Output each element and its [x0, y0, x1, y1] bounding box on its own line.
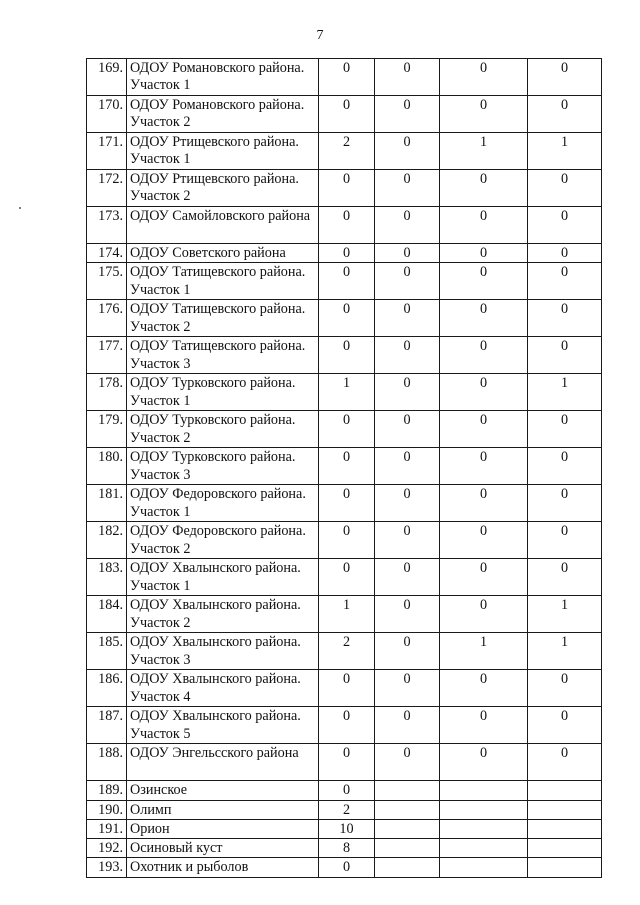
row-number: 191. — [87, 819, 127, 838]
row-name: ОДОУ Хвалынского района. Участок 1 — [127, 559, 319, 596]
row-value-2 — [375, 781, 440, 800]
row-value-2: 0 — [375, 744, 440, 781]
table-row — [87, 858, 602, 877]
row-number: 188. — [87, 744, 127, 781]
row-name: ОДОУ Советского района — [127, 244, 319, 263]
row-value-3: 0 — [440, 411, 528, 448]
data-table — [86, 58, 602, 878]
row-value-4 — [528, 781, 602, 800]
row-value-1: 8 — [319, 839, 375, 858]
row-number: 173. — [87, 207, 127, 244]
row-value-3: 0 — [440, 596, 528, 633]
row-value-2: 0 — [375, 596, 440, 633]
row-number: 176. — [87, 300, 127, 337]
row-number: 187. — [87, 707, 127, 744]
table-row — [87, 374, 602, 411]
row-value-3: 0 — [440, 522, 528, 559]
row-value-2: 0 — [375, 670, 440, 707]
row-number: 184. — [87, 596, 127, 633]
row-value-2: 0 — [375, 96, 440, 133]
row-number: 170. — [87, 96, 127, 133]
row-value-1: 0 — [319, 207, 375, 244]
row-value-2: 0 — [375, 170, 440, 207]
table-row — [87, 707, 602, 744]
row-name: ОДОУ Хвалынского района. Участок 3 — [127, 633, 319, 670]
row-value-3 — [440, 819, 528, 838]
row-name: ОДОУ Федоровского района. Участок 2 — [127, 522, 319, 559]
row-value-3: 0 — [440, 337, 528, 374]
table-row — [87, 448, 602, 485]
row-name: ОДОУ Хвалынского района. Участок 5 — [127, 707, 319, 744]
table-row — [87, 781, 602, 800]
row-name: Озинское — [127, 781, 319, 800]
row-value-1: 0 — [319, 485, 375, 522]
row-value-4 — [528, 819, 602, 838]
row-number: 180. — [87, 448, 127, 485]
table-row — [87, 300, 602, 337]
row-value-4: 1 — [528, 374, 602, 411]
row-number: 178. — [87, 374, 127, 411]
row-value-1: 1 — [319, 596, 375, 633]
table-row — [87, 411, 602, 448]
row-value-3: 0 — [440, 559, 528, 596]
row-value-4: 0 — [528, 522, 602, 559]
row-number: 179. — [87, 411, 127, 448]
row-value-4: 0 — [528, 337, 602, 374]
row-value-3 — [440, 800, 528, 819]
row-value-3 — [440, 858, 528, 877]
row-value-4: 1 — [528, 633, 602, 670]
row-value-1: 0 — [319, 59, 375, 96]
row-value-1: 0 — [319, 781, 375, 800]
row-name: ОДОУ Турковского района. Участок 2 — [127, 411, 319, 448]
row-value-3: 0 — [440, 707, 528, 744]
row-number: 190. — [87, 800, 127, 819]
row-name: ОДОУ Энгельсского района — [127, 744, 319, 781]
table-row — [87, 819, 602, 838]
row-value-3: 0 — [440, 670, 528, 707]
row-value-3 — [440, 839, 528, 858]
margin-mark — [19, 207, 21, 209]
row-value-3: 0 — [440, 59, 528, 96]
table-row — [87, 263, 602, 300]
row-value-1: 0 — [319, 263, 375, 300]
table-row — [87, 800, 602, 819]
row-value-3: 0 — [440, 170, 528, 207]
row-value-1: 0 — [319, 244, 375, 263]
row-value-2: 0 — [375, 522, 440, 559]
row-value-1: 0 — [319, 300, 375, 337]
row-value-1: 0 — [319, 96, 375, 133]
table-row — [87, 96, 602, 133]
row-number: 181. — [87, 485, 127, 522]
row-value-3: 0 — [440, 448, 528, 485]
row-value-3: 0 — [440, 300, 528, 337]
row-value-3 — [440, 781, 528, 800]
row-value-3: 0 — [440, 96, 528, 133]
row-value-3: 0 — [440, 244, 528, 263]
row-number: 174. — [87, 244, 127, 263]
row-value-1: 2 — [319, 633, 375, 670]
row-value-2: 0 — [375, 448, 440, 485]
row-value-1: 0 — [319, 559, 375, 596]
row-value-2: 0 — [375, 374, 440, 411]
row-value-1: 10 — [319, 819, 375, 838]
row-value-2: 0 — [375, 411, 440, 448]
row-name: Орион — [127, 819, 319, 838]
row-value-1: 0 — [319, 337, 375, 374]
table-row — [87, 670, 602, 707]
row-value-2 — [375, 839, 440, 858]
row-value-1: 0 — [319, 858, 375, 877]
row-name: ОДОУ Турковского района. Участок 1 — [127, 374, 319, 411]
row-value-2 — [375, 800, 440, 819]
row-value-3: 1 — [440, 633, 528, 670]
row-value-1: 0 — [319, 448, 375, 485]
row-value-3: 0 — [440, 263, 528, 300]
row-number: 186. — [87, 670, 127, 707]
row-value-4 — [528, 800, 602, 819]
row-value-2 — [375, 819, 440, 838]
row-number: 192. — [87, 839, 127, 858]
row-number: 171. — [87, 133, 127, 170]
row-name: ОДОУ Романовского района. Участок 1 — [127, 59, 319, 96]
table-row — [87, 337, 602, 374]
row-value-2: 0 — [375, 263, 440, 300]
row-value-4 — [528, 858, 602, 877]
row-value-1: 0 — [319, 170, 375, 207]
row-value-4: 0 — [528, 263, 602, 300]
row-number: 175. — [87, 263, 127, 300]
row-value-2: 0 — [375, 244, 440, 263]
row-number: 177. — [87, 337, 127, 374]
row-name: ОДОУ Татищевского района. Участок 2 — [127, 300, 319, 337]
row-value-4: 0 — [528, 744, 602, 781]
table-row — [87, 59, 602, 96]
row-value-1: 1 — [319, 374, 375, 411]
row-name: Олимп — [127, 800, 319, 819]
row-value-2: 0 — [375, 559, 440, 596]
row-name: Осиновый куст — [127, 839, 319, 858]
row-number: 189. — [87, 781, 127, 800]
row-value-2: 0 — [375, 207, 440, 244]
row-value-4: 0 — [528, 96, 602, 133]
row-value-4: 0 — [528, 170, 602, 207]
row-value-1: 0 — [319, 744, 375, 781]
row-value-2: 0 — [375, 707, 440, 744]
page-number: 7 — [316, 28, 324, 43]
table-row — [87, 133, 602, 170]
table-row — [87, 596, 602, 633]
row-number: 182. — [87, 522, 127, 559]
row-value-2: 0 — [375, 337, 440, 374]
row-name: ОДОУ Самойловского района — [127, 207, 319, 244]
row-value-4: 0 — [528, 300, 602, 337]
table-row — [87, 522, 602, 559]
row-value-3: 1 — [440, 133, 528, 170]
row-value-4 — [528, 839, 602, 858]
row-value-2 — [375, 858, 440, 877]
table-row — [87, 839, 602, 858]
row-value-4: 0 — [528, 207, 602, 244]
row-value-3: 0 — [440, 744, 528, 781]
row-name: ОДОУ Ртищевского района. Участок 2 — [127, 170, 319, 207]
row-name: ОДОУ Хвалынского района. Участок 2 — [127, 596, 319, 633]
table-row — [87, 559, 602, 596]
row-name: ОДОУ Ртищевского района. Участок 1 — [127, 133, 319, 170]
row-value-1: 0 — [319, 522, 375, 559]
row-value-3: 0 — [440, 374, 528, 411]
row-value-1: 2 — [319, 800, 375, 819]
table-row — [87, 170, 602, 207]
row-value-4: 1 — [528, 133, 602, 170]
row-name: Охотник и рыболов — [127, 858, 319, 877]
table-row — [87, 485, 602, 522]
row-value-4: 0 — [528, 485, 602, 522]
row-value-2: 0 — [375, 633, 440, 670]
row-number: 183. — [87, 559, 127, 596]
row-name: ОДОУ Турковского района. Участок 3 — [127, 448, 319, 485]
row-value-2: 0 — [375, 59, 440, 96]
row-value-4: 0 — [528, 59, 602, 96]
row-value-4: 0 — [528, 411, 602, 448]
row-value-2: 0 — [375, 485, 440, 522]
row-name: ОДОУ Федоровского района. Участок 1 — [127, 485, 319, 522]
row-name: ОДОУ Татищевского района. Участок 3 — [127, 337, 319, 374]
row-value-1: 0 — [319, 670, 375, 707]
row-name: ОДОУ Татищевского района. Участок 1 — [127, 263, 319, 300]
row-number: 185. — [87, 633, 127, 670]
table-row — [87, 633, 602, 670]
row-number: 193. — [87, 858, 127, 877]
row-value-2: 0 — [375, 300, 440, 337]
row-value-4: 0 — [528, 559, 602, 596]
row-number: 169. — [87, 59, 127, 96]
row-name: ОДОУ Хвалынского района. Участок 4 — [127, 670, 319, 707]
row-value-4: 0 — [528, 707, 602, 744]
row-value-3: 0 — [440, 485, 528, 522]
table-row — [87, 207, 602, 244]
table-row — [87, 244, 602, 263]
row-value-1: 2 — [319, 133, 375, 170]
row-value-1: 0 — [319, 707, 375, 744]
row-value-4: 0 — [528, 448, 602, 485]
table-row — [87, 744, 602, 781]
row-value-4: 0 — [528, 244, 602, 263]
row-value-3: 0 — [440, 207, 528, 244]
row-value-4: 1 — [528, 596, 602, 633]
row-name: ОДОУ Романовского района. Участок 2 — [127, 96, 319, 133]
row-number: 172. — [87, 170, 127, 207]
row-value-1: 0 — [319, 411, 375, 448]
row-value-4: 0 — [528, 670, 602, 707]
row-value-2: 0 — [375, 133, 440, 170]
